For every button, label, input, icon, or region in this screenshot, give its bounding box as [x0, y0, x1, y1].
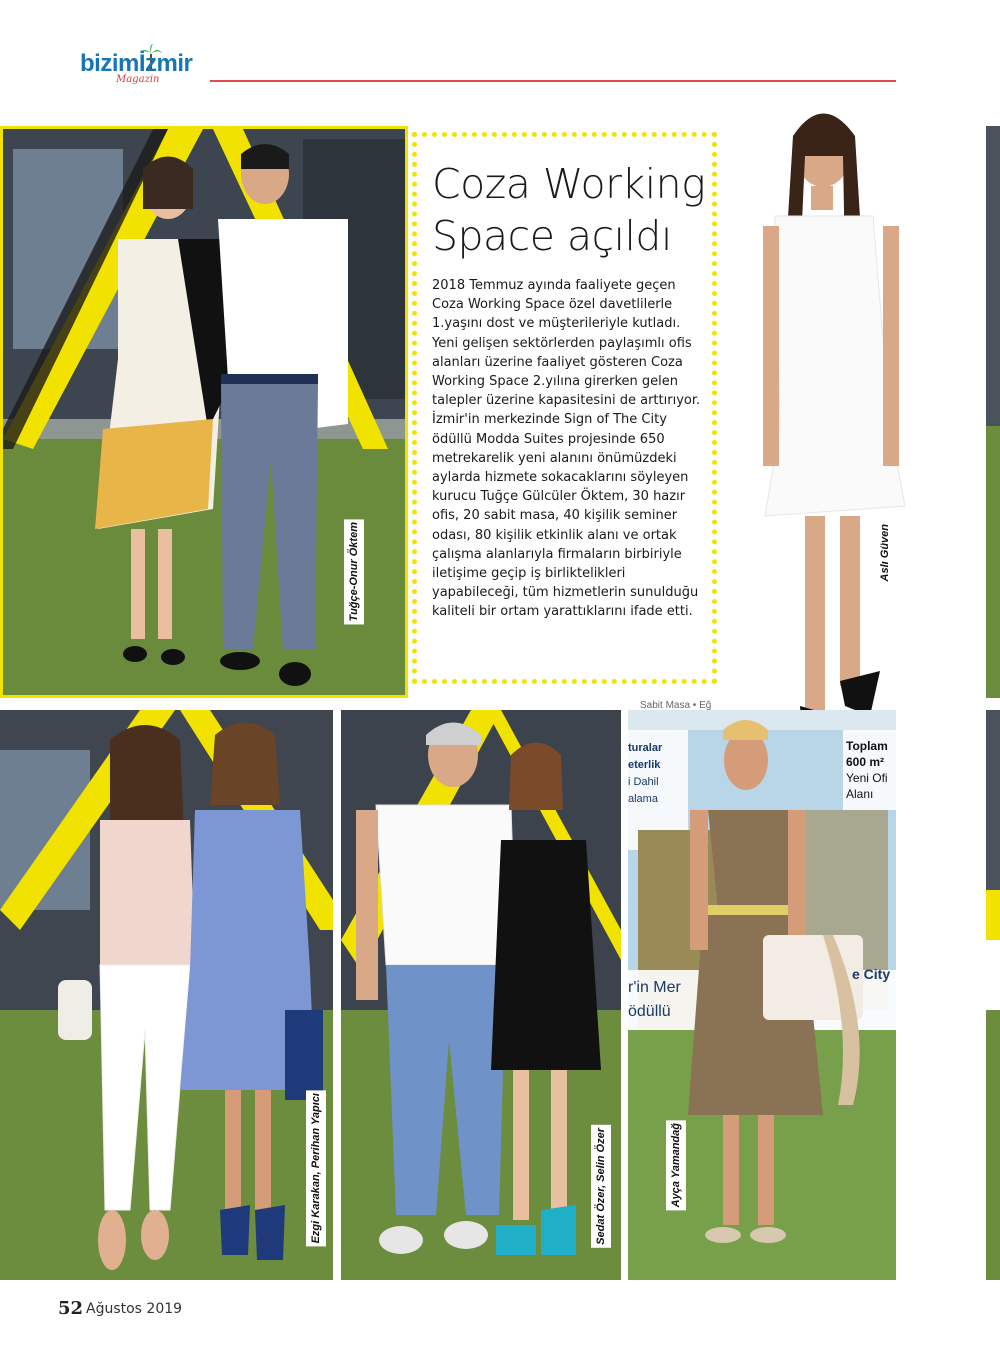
sign-line: turalar [628, 742, 663, 754]
sign-text-left [628, 740, 662, 808]
edge-photo-bottom [986, 710, 1000, 1280]
sign-line: Alanı [846, 787, 874, 801]
logo-subtitle: Magazin [116, 74, 160, 85]
photo-asli-guven [745, 96, 920, 786]
caption-photo4: Ayça Yamandağ [666, 1120, 686, 1210]
sign-text-bottom-left [628, 976, 681, 1024]
sign-line: i Dahil [628, 776, 659, 788]
article-body: 2018 Temmuz ayında faaliyete geçen Coza Working Space özel davetlilerle 1.yaşını dost ve müşterileriyle kutladı. Yeni gelişen sektörlerden paylaşımlı ofis alanları üzerine faaliyet gösteren Coza Working Space 2.yılına girerken gelen talepler üzerine kapasitesini de arttırıyor. İzmir'in merkezinde Sign of The City ödüllü Modda Suites projesinde 650 metrekarelik yeni alanını önümüzdeki aylarda hizmete sokacaklarını söyleyen kurucu Tuğçe Gülcüler Öktem, 30 hazır ofis, 20 sabit masa, 40 kişilik seminer odası, 80 kişilik etkinlik alanı ve ortak çalışma alanlarıyla firmaların birbiriyle iletişime geçip iş birliktelikleri yapabileceği, tüm hizmetlerin sunulduğu kaliteli bir ortam yarattıklarını ifade etti. [432, 278, 701, 620]
caption-photo5: Aslı Güven [875, 521, 895, 584]
sign-line: r'in Mer [628, 979, 681, 996]
page-number: 52 [58, 1298, 84, 1319]
issue-date: Ağustos 2019 [86, 1301, 183, 1317]
caption-photo3: Sedat Özer, Selin Özer [591, 1125, 611, 1248]
edge-photo-top [986, 126, 1000, 698]
sign-text-bottom-right: e City [852, 966, 891, 982]
article-title: Coza Working Space açıldı [432, 160, 706, 260]
sign-text-top: Sabit Masa • Eğ [640, 700, 712, 711]
sign-line: Toplam [846, 739, 888, 753]
sign-line: alama [628, 793, 658, 805]
caption-photo2: Ezgi Karakan, Perihan Yapıcı [306, 1090, 326, 1246]
sign-line: ödüllü [628, 1003, 671, 1020]
logo-text: bizimİzmir [80, 50, 193, 77]
magazine-logo [80, 42, 220, 92]
sign-line: Yeni Ofi [846, 771, 888, 785]
photo-sedat-selin-ozer [341, 710, 621, 1280]
sign-line: 600 m² [846, 755, 885, 769]
sign-text-right [846, 738, 888, 802]
caption-photo1: Tuğçe-Onur Öktem [344, 519, 364, 624]
photo-karakan-yapici [0, 710, 333, 1280]
photo-couple-oktem [0, 126, 408, 698]
header-rule [210, 80, 896, 82]
sign-line: eterlik [628, 759, 661, 771]
